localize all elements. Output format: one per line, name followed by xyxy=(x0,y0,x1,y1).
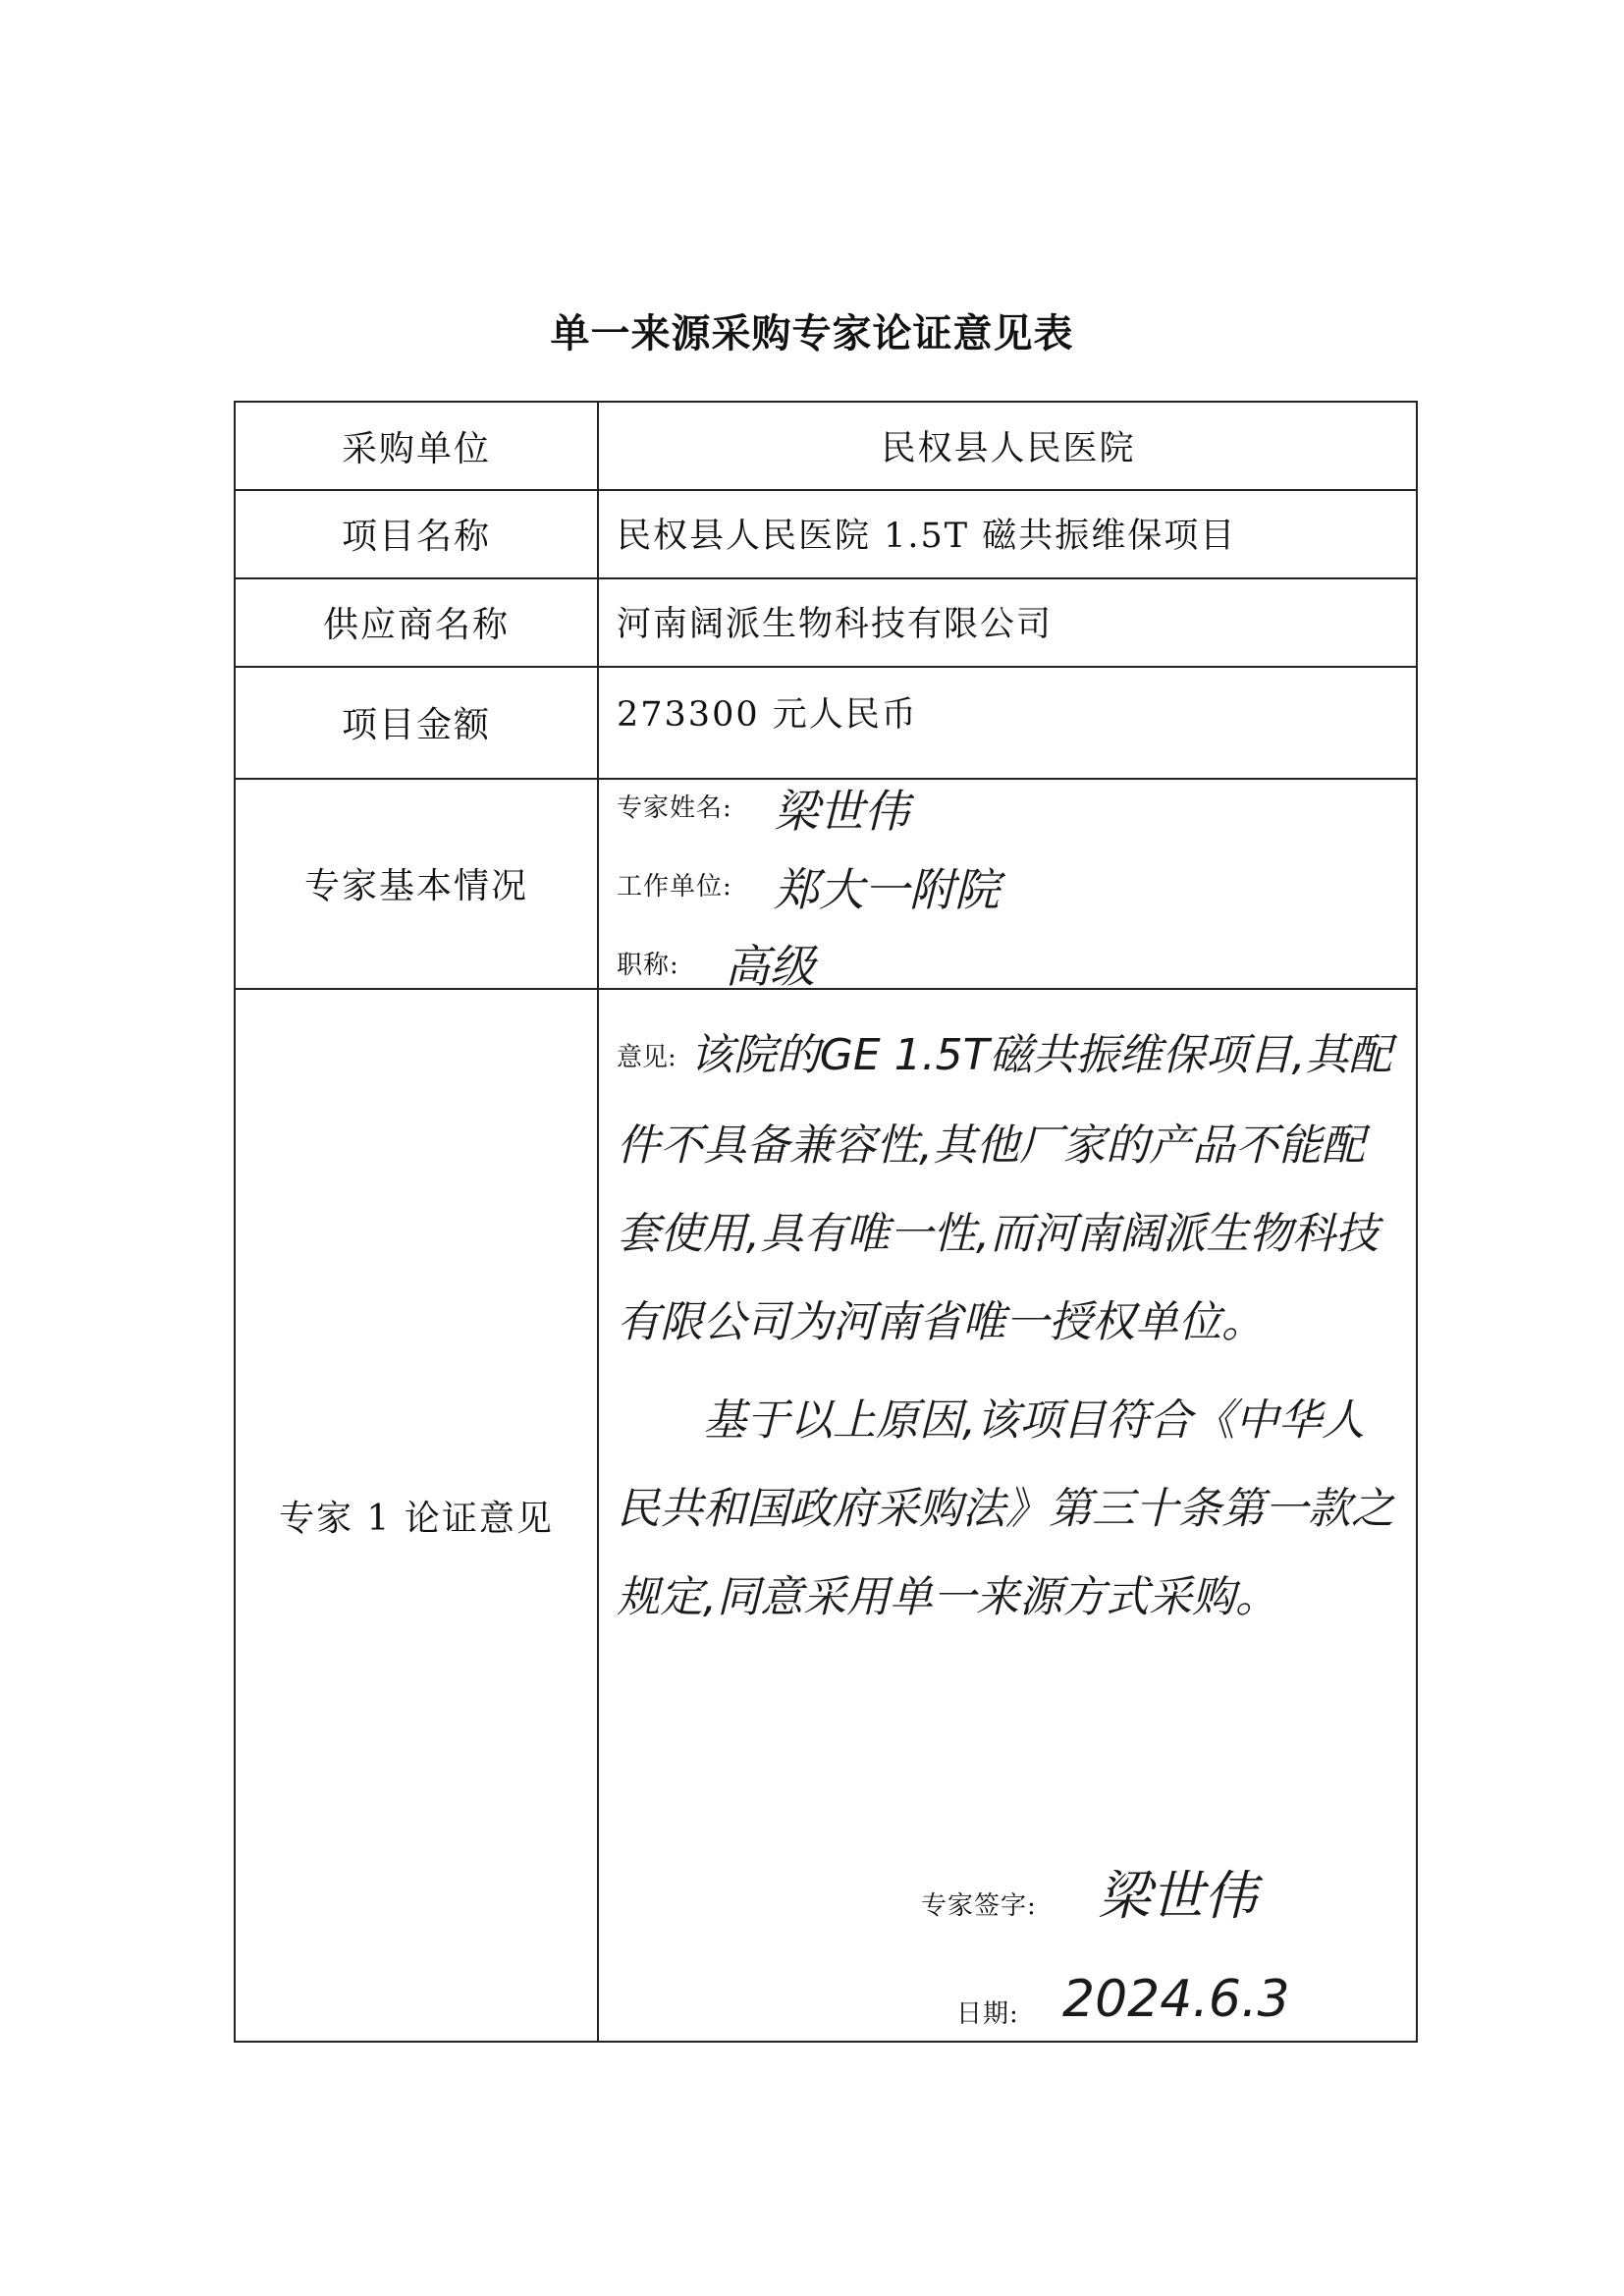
page-title: 单一来源采购专家论证意见表 xyxy=(550,311,1074,356)
opinion-form xyxy=(234,401,1418,2043)
opinion-text xyxy=(617,1011,1402,1642)
amount-value: 273300 元人民币 xyxy=(617,695,918,735)
signature-handwriting: 梁世伟 xyxy=(1098,1865,1257,1927)
date-label: 日期: xyxy=(956,1999,1019,2029)
project-label: 项目名称 xyxy=(341,516,491,557)
work-unit-handwriting: 郑大一附院 xyxy=(774,863,1000,916)
opinion-paragraph-1: 该院的GE 1.5T磁共振维保项目,其配件不具备兼容性,其他厂家的产品不能配套使用,具有唯一性,而河南阔派生物科技有限公司为河南省唯一授权单位。 xyxy=(617,1030,1392,1347)
purchaser-value: 民权县人民医院 xyxy=(881,429,1136,468)
opinion-prefix: 意见: xyxy=(617,1043,677,1072)
work-unit-label: 工作单位: xyxy=(617,872,732,902)
purchaser-label: 采购单位 xyxy=(341,428,491,469)
expert-info-label: 专家基本情况 xyxy=(303,865,528,906)
amount-label: 项目金额 xyxy=(341,704,491,745)
expert-name-label: 专家姓名: xyxy=(617,793,732,823)
expert-name-handwriting: 梁世伟 xyxy=(774,785,909,838)
title-label: 职称: xyxy=(617,951,679,980)
date-handwriting: 2024.6.3 xyxy=(1062,1970,1290,2029)
supplier-label: 供应商名称 xyxy=(322,604,510,645)
column-divider xyxy=(597,403,599,2041)
supplier-value: 河南阔派生物科技有限公司 xyxy=(617,605,1054,644)
title-handwriting: 高级 xyxy=(725,940,815,993)
opinion-label: 专家 1 论证意见 xyxy=(279,1498,554,1539)
opinion-paragraph-2: 基于以上原因,该项目符合《中华人民共和国政府采购法》第三十条第一款之规定,同意采用单一来源方式采购。 xyxy=(617,1395,1394,1622)
project-value: 民权县人民医院 1.5T 磁共振维保项目 xyxy=(617,517,1237,556)
signature-label: 专家签字: xyxy=(921,1891,1037,1921)
